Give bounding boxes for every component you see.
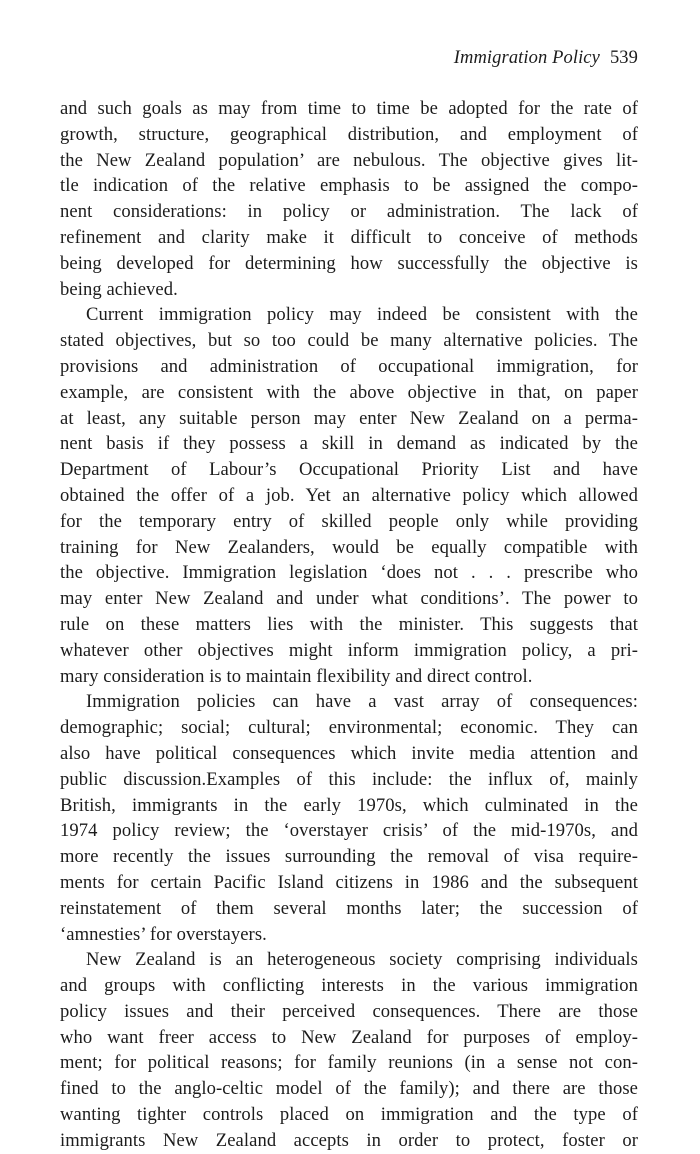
running-title: Immigration Policy <box>453 48 600 68</box>
paragraph <box>60 947 638 1153</box>
text-line: stated objectives, but so too could be many alternative policies. The <box>60 330 638 352</box>
text-line: more recently the issues surrounding the removal of visa require- <box>60 846 638 868</box>
text-line: demographic; social; cultural; environmental; economic. They can <box>60 717 638 739</box>
text-line: at least, any suitable person may enter New Zealand on a perma- <box>60 407 638 429</box>
paragraph <box>60 302 638 689</box>
text-line: for the temporary entry of skilled people only while providing <box>60 510 638 532</box>
text-line: mary consideration is to maintain flexibility and direct control. <box>60 665 533 687</box>
text-line: whatever other objectives might inform immigration policy, a pri- <box>60 639 638 661</box>
text-line: British, immigrants in the early 1970s, which culminated in the <box>60 794 638 816</box>
text-line: wanting tighter controls placed on immigration and the type of <box>60 1104 638 1126</box>
text-line: reinstatement of them several months later; the succession of <box>60 897 638 919</box>
text-line: provisions and administration of occupational immigration, for <box>60 355 638 377</box>
text-line: ment; for political reasons; for family reunions (in a sense not con- <box>60 1052 638 1074</box>
text-line: ments for certain Pacific Island citizens in 1986 and the subsequent <box>60 871 638 893</box>
text-line: Immigration policies can have a vast array of consequences: <box>86 691 638 713</box>
book-page <box>60 46 638 1154</box>
text-line: Current immigration policy may indeed be consistent with the <box>86 304 638 326</box>
paragraph <box>60 96 638 302</box>
text-line: New Zealand is an heterogeneous society comprising individuals <box>86 949 638 971</box>
text-line: and such goals as may from time to time be adopted for the rate of <box>60 98 638 119</box>
text-line: public discussion.Examples of this include: the influx of, mainly <box>60 768 638 790</box>
text-line: refinement and clarity make it difficult to conceive of methods <box>60 226 638 248</box>
text-line: Department of Labour’s Occupational Priority List and have <box>60 459 638 481</box>
text-line: ‘amnesties’ for overstayers. <box>60 923 267 945</box>
text-line: rule on these matters lies with the minister. This suggests that <box>60 613 638 635</box>
text-line: may enter New Zealand and under what conditions’. The power to <box>60 588 638 610</box>
text-line: the New Zealand population’ are nebulous. The objective gives lit- <box>60 149 638 171</box>
text-line: immigrants New Zealand accepts in order to protect, foster or <box>60 1129 638 1151</box>
page-number: 539 <box>609 48 638 68</box>
text-line: who want freer access to New Zealand for purposes of employ- <box>60 1026 638 1048</box>
text-line: fined to the anglo-celtic model of the family); and there are those <box>60 1078 638 1100</box>
text-line: 1974 policy review; the ‘overstayer crisis’ of the mid-1970s, and <box>60 820 638 842</box>
text-line: and groups with conflicting interests in the various immigration <box>60 975 638 997</box>
body-text <box>60 96 638 1154</box>
text-line: also have political consequences which invite media attention and <box>60 742 638 764</box>
text-line: example, are consistent with the above objective in that, on paper <box>60 381 638 403</box>
text-line: nent considerations: in policy or administration. The lack of <box>60 201 638 223</box>
text-line: tle indication of the relative emphasis to be assigned the compo- <box>60 175 638 197</box>
text-line: the objective. Immigration legislation ‘does not . . . prescribe who <box>60 562 638 584</box>
text-line: obtained the offer of a job. Yet an alternative policy which allowed <box>60 484 638 506</box>
running-head <box>60 46 638 96</box>
paragraph <box>60 689 638 947</box>
text-line: training for New Zealanders, would be equally compatible with <box>60 536 638 558</box>
text-line: being developed for determining how successfully the objective is <box>60 252 638 274</box>
text-line: nent basis if they possess a skill in demand as indicated by the <box>60 433 638 455</box>
text-line: being achieved. <box>60 278 178 300</box>
text-line: policy issues and their perceived consequences. There are those <box>60 1000 638 1022</box>
text-line: growth, structure, geographical distribution, and employment of <box>60 123 638 145</box>
